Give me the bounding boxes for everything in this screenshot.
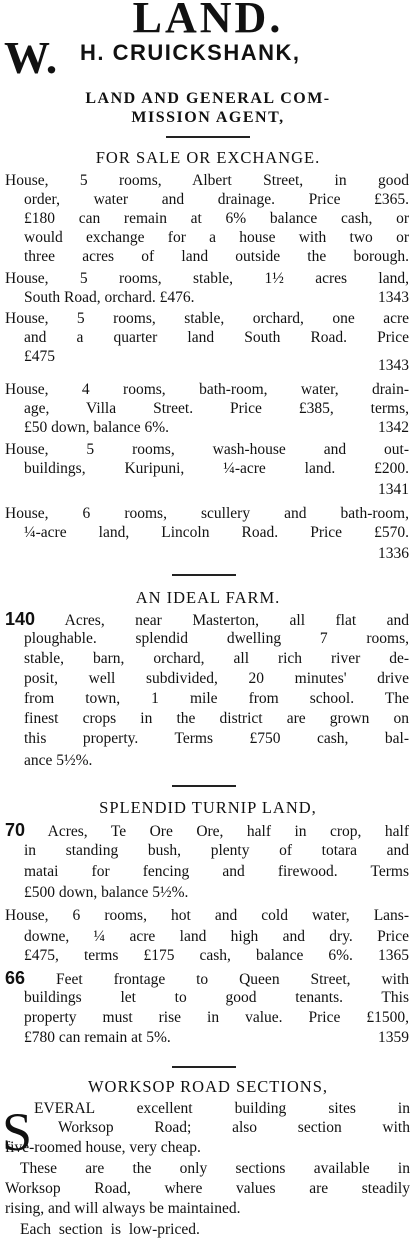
listing-line: South Road, orchard. £476. <box>24 289 195 306</box>
section-heading-for-sale: FOR SALE OR EXCHANGE. <box>95 148 321 167</box>
listing-line: buildings let to good tenants. This <box>24 989 409 1006</box>
listing-line: EVERAL excellent building sites in <box>34 1100 410 1117</box>
listing-line: three acres of land outside the borough. <box>24 248 409 265</box>
listing-line: rising, and will always be maintained. <box>5 1200 241 1217</box>
listing-line: House, 5 rooms, Albert Street, in good <box>5 172 409 189</box>
listing-line: age, Villa Street. Price £385, terms, <box>24 400 409 417</box>
listing-line: buildings, Kuripuni, ¼-acre land. £200. <box>24 460 409 477</box>
turnip-acreage: 70 <box>5 820 26 840</box>
listing-line: finest crops in the district are grown on <box>24 710 409 727</box>
divider-rule <box>166 136 250 138</box>
initial-letter: W. <box>4 32 58 83</box>
listing-number: 1342 <box>378 419 409 436</box>
listing-number: 1343 <box>378 289 409 306</box>
listing-line: £475, terms £175 cash, balance 6%. 1365 <box>24 947 409 964</box>
section-heading-farm: AN IDEAL FARM. <box>135 588 281 607</box>
listing-line: House, 4 rooms, bath-room, water, drain- <box>5 381 409 398</box>
listing-line: posit, well subdivided, 20 minutes' drive <box>24 670 409 687</box>
listing-line: would exchange for a house with two or <box>24 229 409 246</box>
listing-line: House, 5 rooms, stable, 1½ acres land, <box>5 270 409 287</box>
listing-number: 1359 <box>378 1029 409 1046</box>
listing-line: downe, ¼ acre land high and dry. Price <box>24 928 409 945</box>
listing-number: 1343 <box>378 357 409 374</box>
listing-number: 1336 <box>378 545 409 562</box>
listing-line: ¼-acre land, Lincoln Road. Price £570. <box>24 524 409 541</box>
listing-line: ploughable. splendid dwelling 7 rooms, <box>24 630 409 647</box>
listing-line: property must rise in value. Price £1500, <box>24 1009 409 1026</box>
listing-line: £475 <box>24 348 55 365</box>
turnip-line-1: 70 Acres, Te Ore Ore, half in crop, half <box>5 820 409 840</box>
listing-line: Worksop Road; also section with <box>58 1119 410 1136</box>
listing-line: and a quarter land South Road. Price <box>24 329 409 346</box>
listing-line: House, 6 rooms, scullery and bath-room, <box>5 505 409 522</box>
listing-line: ance 5½%. <box>24 752 93 769</box>
listing-line: matai for fencing and firewood. Terms <box>24 863 409 880</box>
listing-line: £180 can remain at 6% balance cash, or <box>24 210 409 227</box>
divider-rule <box>172 785 236 787</box>
listing-line: House, 5 rooms, stable, orchard, one acre <box>5 310 409 327</box>
agent-title-line-2: MISSION AGENT, <box>131 109 285 126</box>
listing-line: five-roomed house, very cheap. <box>5 1139 201 1156</box>
agent-name: H. CRUICKSHANK, <box>80 40 301 65</box>
section-heading-worksop: WORKSOP ROAD SECTIONS, <box>87 1077 329 1096</box>
listing-line: Worksop Road, where values are steadily <box>5 1180 410 1197</box>
page-title: LAND. <box>132 0 284 42</box>
listing-line: this property. Terms £750 cash, bal- <box>24 730 409 747</box>
turnip-line-frontage: 66 Feet frontage to Queen Street, with <box>5 968 409 988</box>
listing-line: £500 down, balance 5½%. <box>24 884 189 901</box>
listing-line: stable, barn, orchard, all rich river de- <box>24 650 409 667</box>
drop-cap: S <box>2 1102 33 1162</box>
listing-number: 1341 <box>378 481 409 498</box>
section-heading-turnip: SPLENDID TURNIP LAND, <box>99 798 317 817</box>
listing-line: from town, 1 mile from school. The <box>24 690 409 707</box>
frontage-feet: 66 <box>5 968 26 988</box>
listing-line: £780 can remain at 5%. <box>24 1029 171 1046</box>
listing-line: These are the only sections available in <box>20 1160 410 1177</box>
listing-line: House, 5 rooms, wash-house and out- <box>5 441 409 458</box>
listing-line: £50 down, balance 6%. <box>24 419 170 436</box>
divider-rule <box>172 574 236 576</box>
listing-line: Each section is low-priced. <box>20 1221 200 1238</box>
farm-acreage: 140 <box>5 609 36 629</box>
agent-title-line-1: LAND AND GENERAL COM- <box>85 90 331 107</box>
listing-line: House, 6 rooms, hot and cold water, Lans- <box>5 907 409 924</box>
divider-rule <box>172 1066 236 1068</box>
listing-line: in standing bush, plenty of totara and <box>24 842 409 859</box>
listing-line: order, water and drainage. Price £365. <box>24 191 409 208</box>
farm-line-1: 140 Acres, near Masterton, all flat and <box>5 609 409 629</box>
